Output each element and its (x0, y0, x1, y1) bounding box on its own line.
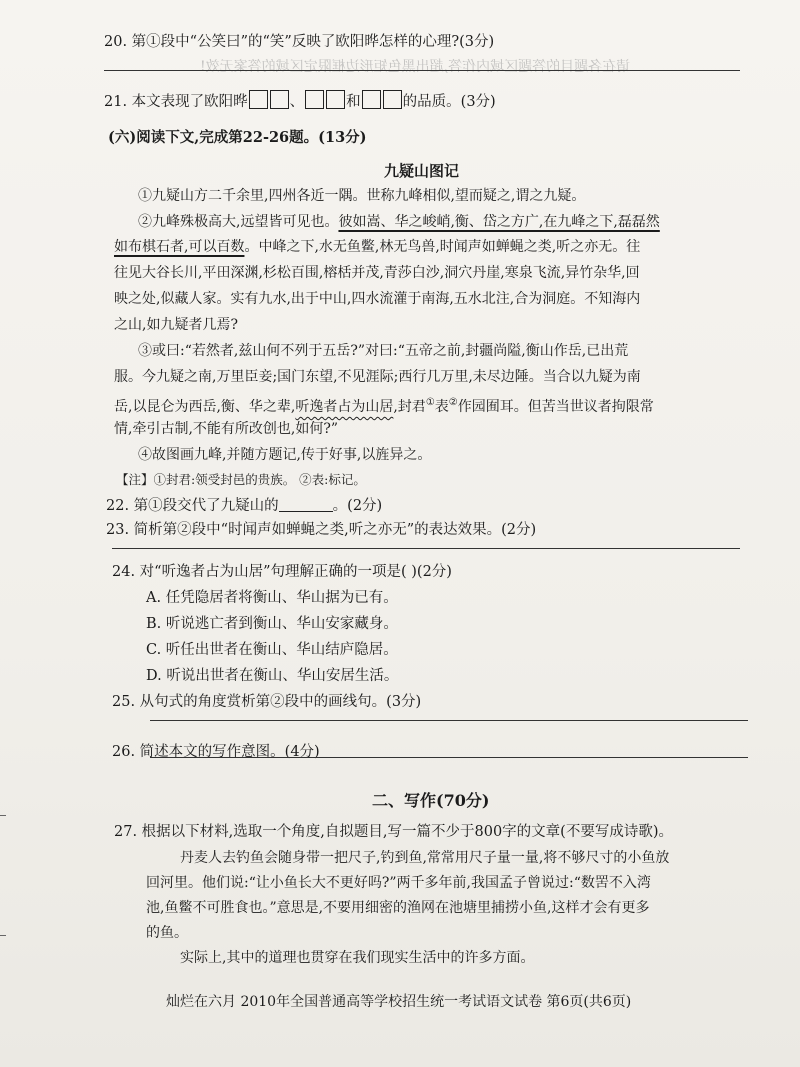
paragraph-2-line-4: 映之处,似藏人家。实有九水,出于中山,四水流灌于南海,五水北注,合为洞庭。不知海内 (114, 291, 641, 307)
paragraph-1: ①九疑山方二千余里,四州各近一隅。世称九峰相似,望而疑之,谓之九疑。 (138, 188, 586, 204)
question-20: 20. 第①段中“公笑曰”的“笑”反映了欧阳晔怎样的心理?(3分) (104, 34, 495, 50)
answer-line-25 (150, 720, 748, 721)
question-27: 27. 根据以下材料,选取一个角度,自拟题目,写一篇不少于800字的文章(不要写成诗歌)。 (114, 824, 673, 840)
wavy-underlined-phrase: 听逸者占为山居 (295, 399, 394, 415)
answer-box[interactable] (305, 90, 324, 109)
underlined-sentence: 如布棋石者,可以百数 (114, 239, 245, 255)
option-c[interactable]: C. 听任出世者在衡山、华山结庐隐居。 (146, 642, 398, 658)
material-line-2: 回河里。他们说:“让小鱼长大不更好吗?”两千多年前,我国孟子曾说过:“数罟不入湾 (146, 875, 651, 891)
answer-line-20 (104, 70, 740, 71)
material-line-1: 丹麦人去钓鱼会随身带一把尺子,钓到鱼,常常用尺子量一量,将不够尺寸的小鱼放 (180, 850, 670, 866)
answer-box[interactable] (326, 90, 345, 109)
answer-box[interactable] (270, 90, 289, 109)
paragraph-3-line-3: 岳,以昆仑为西岳,衡、华之辈,听逸者占为山居,封君①表②作园囿耳。但苦当世议者拘限常 (114, 397, 654, 415)
answer-box[interactable] (383, 90, 402, 109)
paragraph-2-line-3: 往见大谷长川,平田深渊,杉松百围,榕栝并茂,青莎白沙,洞穴丹崖,寒泉飞流,异竹杂华,回 (114, 265, 640, 281)
question-25: 25. 从句式的角度赏析第②段中的画线句。(3分) (112, 694, 422, 710)
page-edge-mark (0, 935, 6, 936)
question-22: 22. 第①段交代了九疑山的 。(2分) (106, 495, 382, 516)
answer-box[interactable] (362, 90, 381, 109)
question-24: 24. 对“听逸者占为山居”句理解正确的一项是( )(2分) (112, 564, 452, 580)
paragraph-2-line-5: 之山,如九疑者几焉? (114, 317, 238, 333)
paragraph-4: ④故图画九峰,并随方题记,传于好事,以旌异之。 (138, 447, 432, 463)
answer-line-23 (112, 548, 740, 549)
option-a[interactable]: A. 任凭隐居者将衡山、华山据为已有。 (146, 590, 398, 606)
material-line-4: 的鱼。 (146, 925, 188, 941)
annotation-note: 【注】①封君:领受封邑的贵族。 ②表:标记。 (116, 472, 366, 487)
answer-line-26 (150, 757, 748, 758)
material-line-5: 实际上,其中的道理也贯穿在我们现实生活中的许多方面。 (180, 950, 535, 966)
essay-title: 九疑山图记 (384, 162, 460, 180)
writing-section-heading: 二、写作(70分) (372, 791, 490, 810)
underlined-sentence: 彼如嵩、华之峻峭,衡、岱之方广,在九峰之下,磊磊然 (338, 214, 660, 230)
material-line-3: 池,鱼鳖不可胜食也。”意思是,不要用细密的渔网在池塘里捕捞小鱼,这样才会有更多 (146, 900, 650, 916)
answer-box[interactable] (249, 90, 268, 109)
question-23: 23. 简析第②段中“时闻声如蝉蝇之类,听之亦无”的表达效果。(2分) (106, 522, 537, 538)
paragraph-3-line-4: 情,牵引古制,不能有所改创也,如何?” (114, 421, 339, 437)
question-26: 26. 简述本文的写作意图。(4分) (112, 744, 320, 760)
paragraph-3-line-2: 服。今九疑之南,万里臣妾;国门东望,不见涯际;西行几万里,未尽边陲。当合以九疑为南 (114, 369, 641, 385)
paragraph-2-line-1: ②九峰殊极高大,远望皆可见也。彼如嵩、华之峻峭,衡、岱之方广,在九峰之下,磊磊然 (138, 214, 660, 230)
answer-blank[interactable] (279, 495, 333, 512)
paragraph-2-line-2: 如布棋石者,可以百数。中峰之下,水无鱼鳖,林无鸟兽,时闻声如蝉蝇之类,听之亦无。往 (114, 239, 641, 255)
question-21: 21. 本文表现了欧阳晔 、 和 的品质。(3分) (104, 90, 496, 112)
paragraph-3-line-1: ③或曰:“若然者,兹山何不列于五岳?”对曰:“五帝之前,封疆尚隘,衡山作岳,已出荒 (138, 343, 629, 359)
option-d[interactable]: D. 听说出世者在衡山、华山安居生活。 (146, 668, 399, 684)
page-footer: 灿烂在六月 2010年全国普通高等学校招生统一考试语文试卷 第6页(共6页) (166, 994, 632, 1010)
section-6-heading: (六)阅读下文,完成第22-26题。(13分) (108, 129, 367, 146)
option-b[interactable]: B. 听说逃亡者到衡山、华山安家藏身。 (146, 616, 398, 632)
page-edge-mark (0, 815, 6, 816)
bleed-through-text: 请在各题目的答题区域内作答,超出黑色矩形边框限定区域的答案无效! (200, 59, 631, 75)
